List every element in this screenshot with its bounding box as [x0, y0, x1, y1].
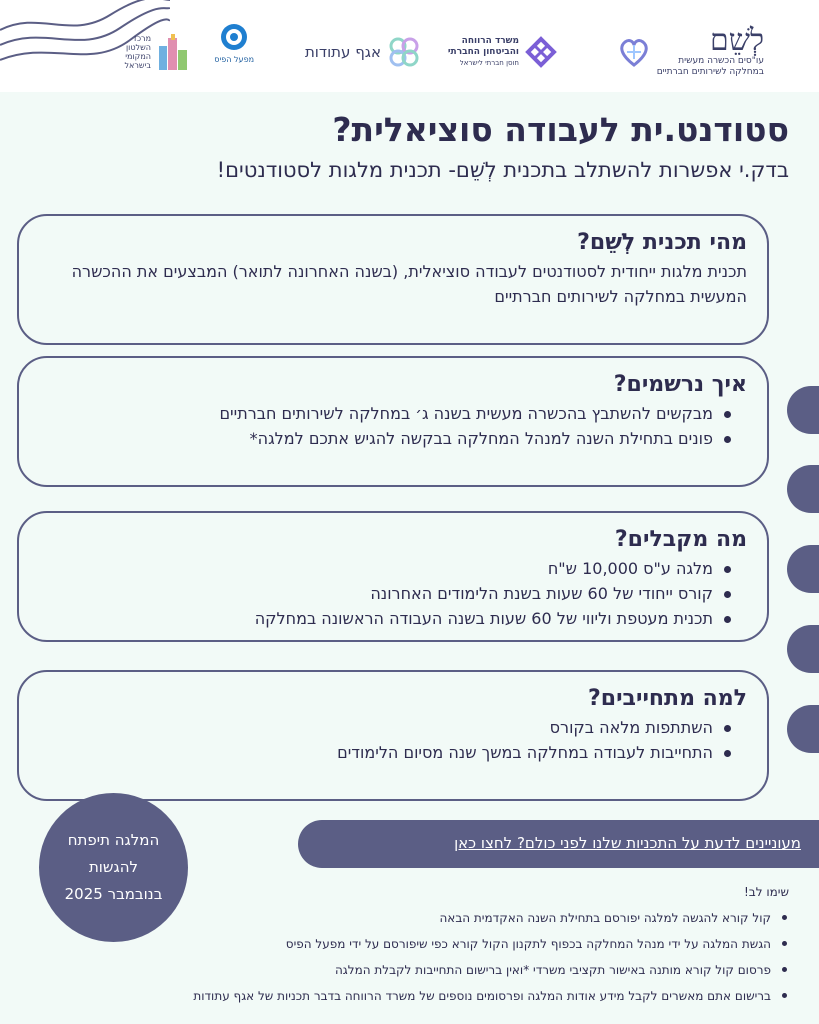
- side-tab-3: [787, 545, 819, 593]
- agaf-logo: [305, 22, 421, 82]
- local-gov-line-3: המקומי: [125, 52, 151, 61]
- pais-swirl-icon: [219, 22, 249, 52]
- ministry-line-2: והביטחון החברתי: [447, 46, 519, 57]
- leshem-tagline-2: במחלקה לשירותים חברתיים: [656, 67, 764, 77]
- badge-line-1: המלגה תיפתח: [67, 831, 160, 849]
- card-how-register: [17, 356, 769, 487]
- badge-line-3: בנובמבר 2025: [64, 885, 163, 903]
- agaf-knot-icon: [387, 35, 421, 69]
- list-item: קול קורא להגשה למלגה יפורסם בתחילת השנה האקדמית הבאה: [19, 905, 789, 931]
- page-title: סטודנט.ית לעבודה סוציאלית?: [332, 110, 789, 149]
- notes-list: [19, 905, 789, 1009]
- list-item: הגשת המלגה על ידי מנהל המחלקה בכפוף לתקנון הקול קורא כפי שיפורסם על ידי מפעל הפיס: [19, 931, 789, 957]
- card-commitment-list: [39, 715, 747, 765]
- card-what-is-body: תכנית מלגות ייחודית לסטודנטים לעבודה סוציאלית, (בשנה האחרונה לתואר) המבצעים את ההכשרה המעשית במחלקה לשירותים חברתיים: [71, 262, 747, 306]
- local-gov-line-4: בישראל: [124, 61, 151, 70]
- list-item: מבקשים להשתבץ בהכשרה מעשית בשנה ג׳ במחלקה לשירותים חברתיים: [39, 401, 731, 426]
- pais-name: מפעל הפיס: [214, 55, 254, 64]
- ministry-line-3: חוסן חברתי לישראל: [459, 58, 519, 67]
- badge-line-2: להגשות: [88, 858, 139, 876]
- list-item: התחייבות לעבודה במחלקה במשך שנה מסיום הלימודים: [39, 740, 731, 765]
- leshem-name: לְשֵׁם: [710, 23, 764, 58]
- ministry-line-1: משרד הרווחה: [461, 35, 519, 46]
- list-item: תכנית מעטפת וליווי של 60 שעות בשנה העבודה הראשונה במחלקה: [39, 606, 731, 631]
- side-tab-1: [787, 386, 819, 434]
- card-commitment: [17, 670, 769, 801]
- side-tab-5: [787, 705, 819, 753]
- card-how-register-heading: איך נרשמים?: [613, 372, 747, 397]
- agaf-name: אגף עתודות: [304, 43, 381, 61]
- side-tab-2: [787, 465, 819, 513]
- local-gov-line-2: השלטון: [126, 43, 151, 52]
- local-gov-buildings-icon: [157, 32, 189, 72]
- pais-logo: [214, 22, 254, 82]
- local-gov-line-1: מרכז: [134, 34, 151, 43]
- list-item: מלגה ע"ס 10,000 ש"ח: [39, 556, 731, 581]
- card-commitment-heading: למה מתחייבים?: [588, 686, 747, 711]
- card-what-receive: [17, 511, 769, 642]
- card-what-receive-list: [39, 556, 747, 631]
- page-subtitle: בדק.י אפשרות להשתלב בתכנית לְשֵׁם- תכנית מלגות לסטודנטים!: [216, 158, 789, 182]
- leshem-heart-icon: [617, 35, 651, 69]
- local-gov-logo: [125, 22, 190, 82]
- leshem-tagline-1: עו"סים הכשרה מעשית: [678, 56, 764, 66]
- list-item: פונים בתחילת השנה למנהל המחלקה בבקשה להגיש אתכם למלגה*: [39, 426, 731, 451]
- ministry-logo: [448, 22, 557, 82]
- notes-title: שימו לב!: [744, 885, 789, 899]
- leshem-logo: [617, 22, 764, 82]
- list-item: פרסום קול קורא מותנה באישור תקציבי משרדי *ואין ברישום התחייבות לקבלת המלגה: [19, 957, 789, 983]
- ministry-knot-icon: [525, 36, 557, 68]
- list-item: ברישום אתם מאשרים לקבל מידע אודות המלגה ופרסומים נוספים של משרד הרווחה בדבר תכניות של אגף עתודות: [19, 983, 789, 1009]
- list-item: קורס ייחודי של 60 שעות בשנת הלימודים האחרונה: [39, 581, 731, 606]
- notes-section: [19, 885, 789, 1009]
- card-what-is: [17, 214, 769, 345]
- card-how-register-list: [39, 401, 747, 451]
- side-tab-4: [787, 625, 819, 673]
- cta-link[interactable]: מעוניינים לדעת על התכניות שלנו לפני כולם? לחצו כאן: [454, 834, 801, 852]
- card-what-receive-heading: מה מקבלים?: [614, 527, 747, 552]
- card-what-is-heading: מהי תכנית לְשֵׁם?: [577, 230, 747, 255]
- list-item: השתתפות מלאה בקורס: [39, 715, 731, 740]
